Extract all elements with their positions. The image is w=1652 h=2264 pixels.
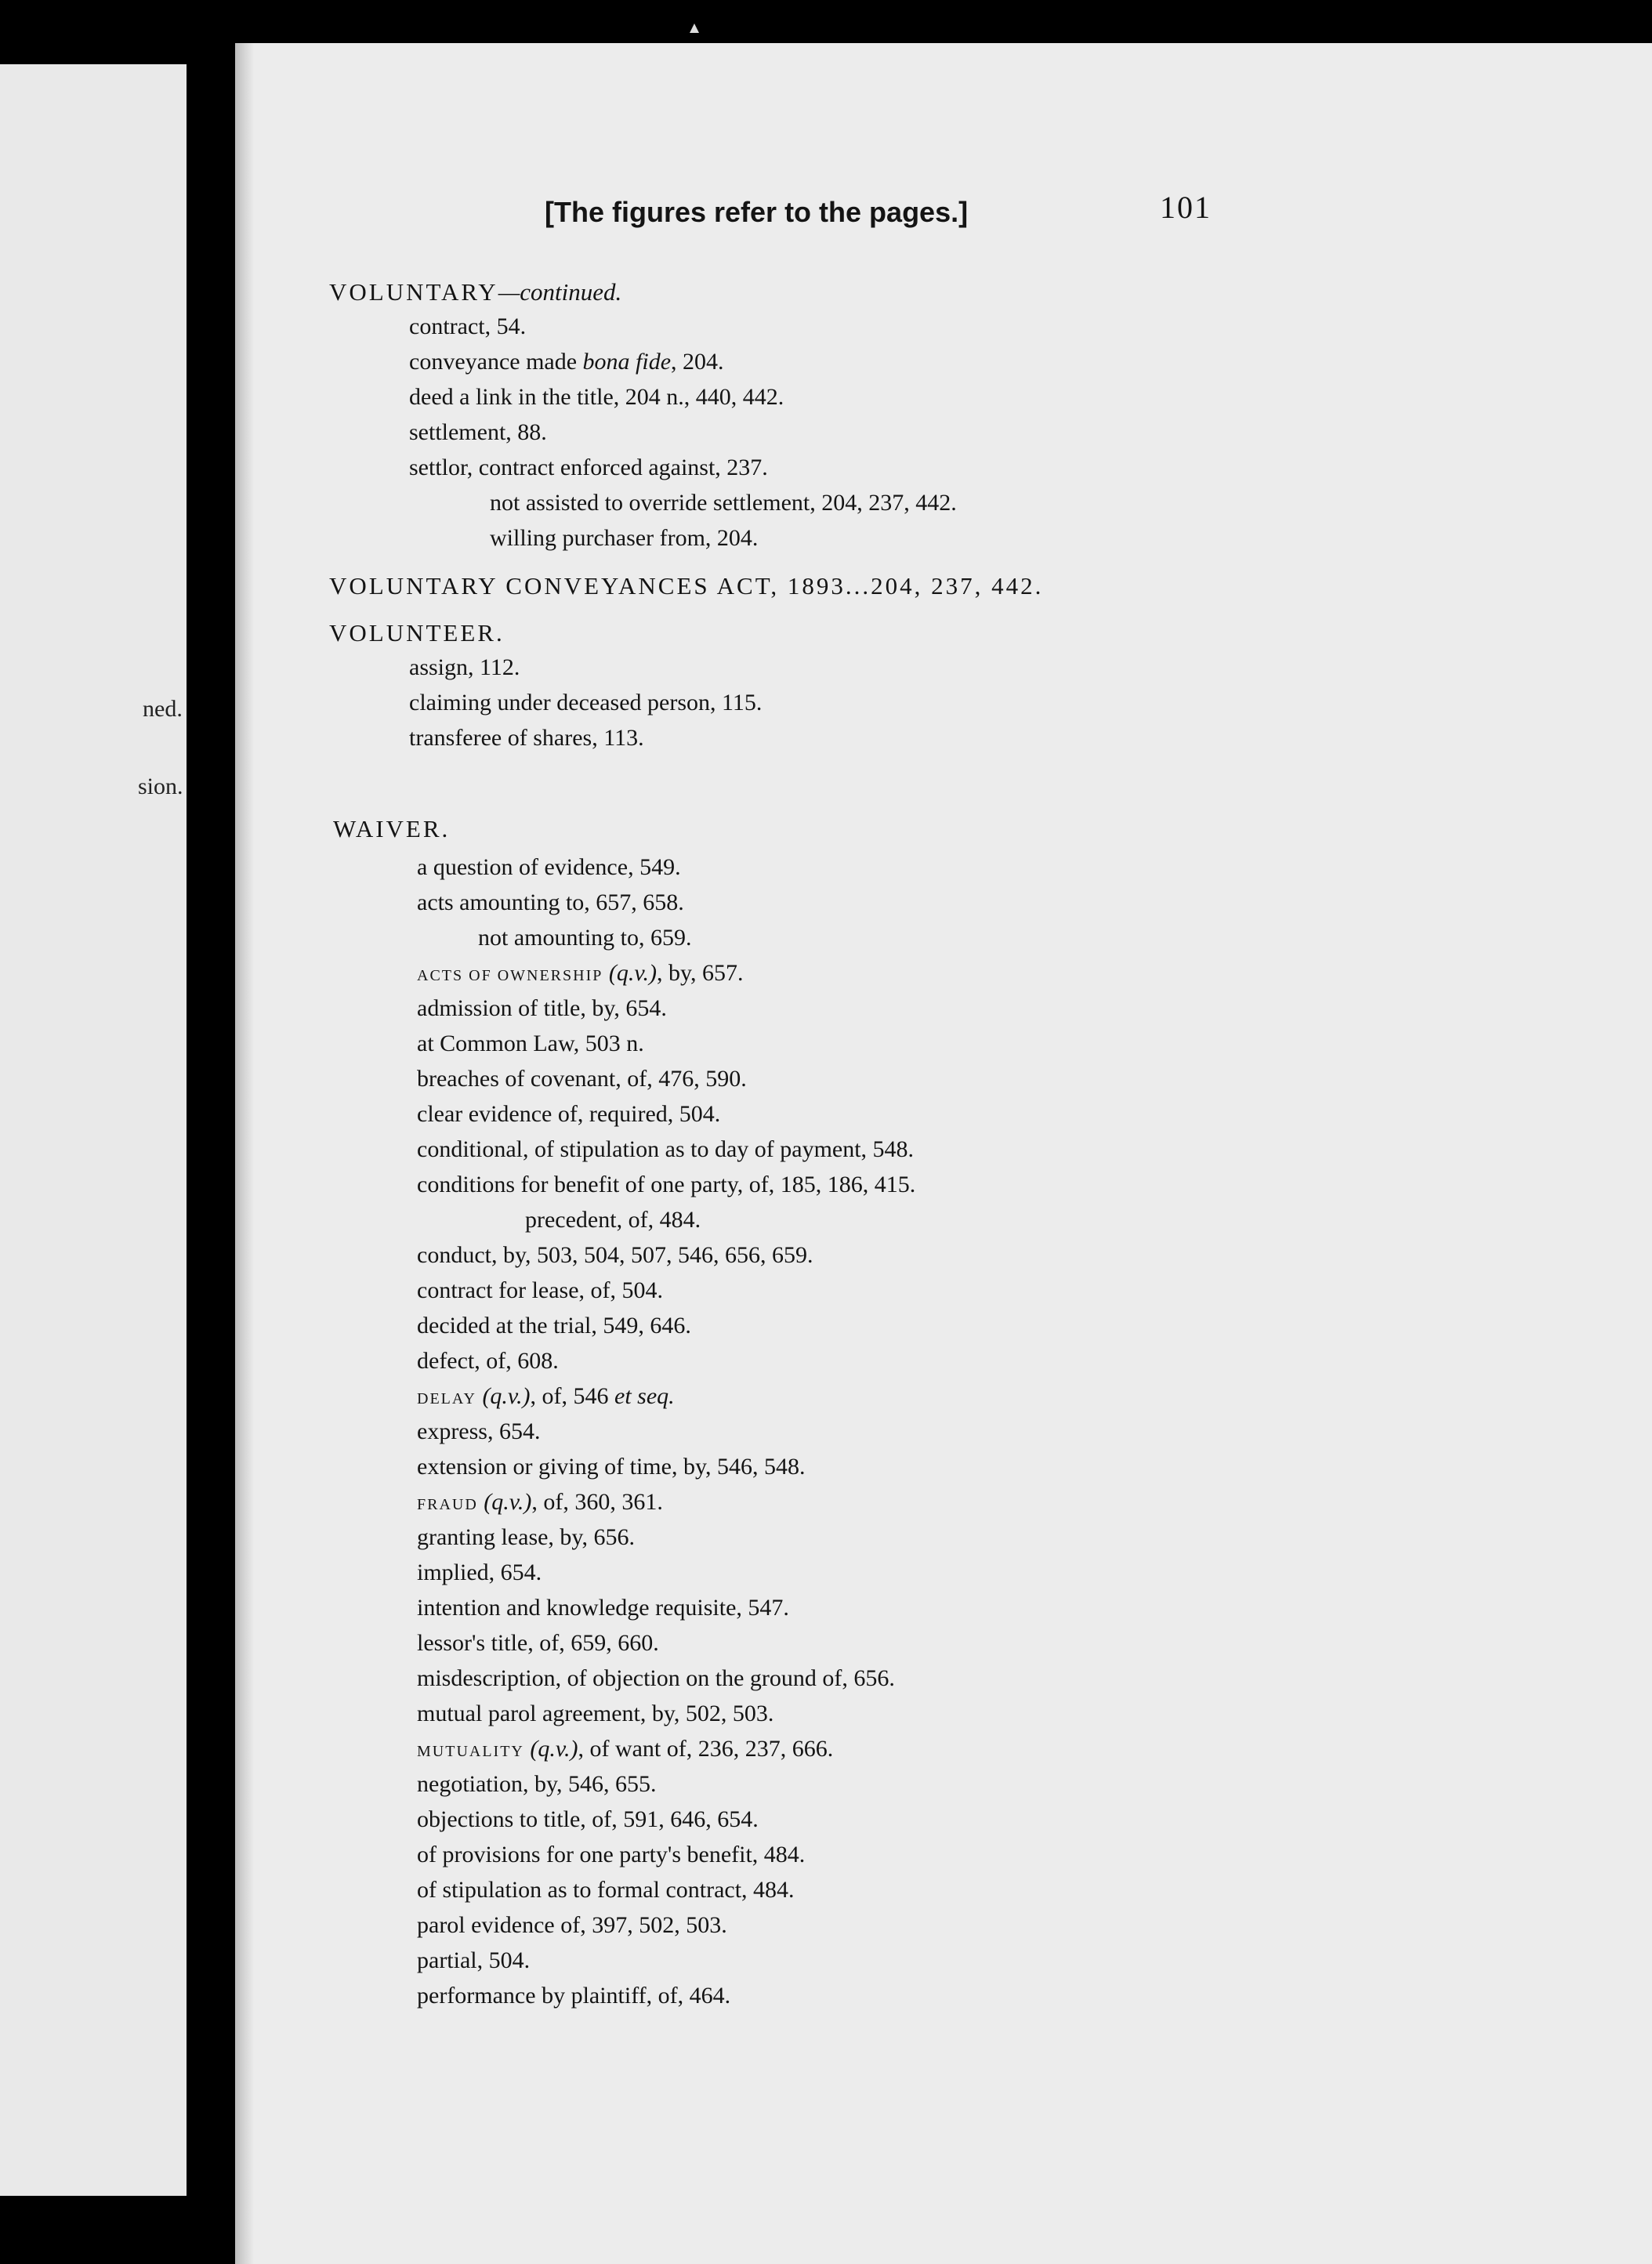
index-entry: of provisions for one party's benefit, 484. [417,1842,806,1867]
index-entry: settlement, 88. [409,419,547,445]
qv-ref: (q.v.) [482,1383,531,1409]
index-subentry: not amounting to, 659. [478,925,692,951]
index-entry: conditions for benefit of one party, of, 185, 186, 415. [417,1172,916,1197]
right-page [235,43,1652,2264]
small-caps-ref: DELAY [417,1390,476,1407]
entry-text: , of, 546 [530,1383,615,1409]
index-entry: settlor, contract enforced against, 237. [409,455,768,480]
index-entry: granting lease, by, 656. [417,1524,635,1550]
index-entry: assign, 112. [409,654,520,680]
index-entry: claiming under deceased person, 115. [409,690,763,715]
index-entry [417,960,744,987]
small-caps-ref: MUTUALITY [417,1743,524,1760]
index-entry: performance by plaintiff, of, 464. [417,1983,731,2009]
index-entry: intention and knowledge requisite, 547. [417,1595,789,1621]
index-entry: acts amounting to, 657, 658. [417,889,684,915]
index-entry: conditional, of stipulation as to day of payment, 548. [417,1136,915,1162]
left-page-fragment: sion. [138,773,183,799]
left-page [0,64,187,2196]
index-subentry: willing purchaser from, 204. [490,525,759,551]
index-entry: express, 654. [417,1418,541,1444]
index-entry: objections to title, of, 591, 646, 654. [417,1806,759,1832]
index-entry: partial, 504. [417,1947,531,1973]
index-entry: misdescription, of objection on the ground of, 656. [417,1665,895,1691]
index-entry: conduct, by, 503, 504, 507, 546, 656, 659. [417,1242,813,1268]
index-entry [417,1489,663,1516]
index-entry: breaches of covenant, of, 476, 590. [417,1066,747,1092]
index-heading-voluntary [329,278,621,306]
index-entry: of stipulation as to formal contract, 484. [417,1877,795,1903]
index-entry: defect, of, 608. [417,1348,559,1374]
et-seq: et seq. [614,1383,675,1409]
heading-text: VOLUNTARY [329,278,498,306]
index-entry [417,1736,833,1762]
small-caps-ref: FRAUD [417,1496,478,1513]
qv-ref: (q.v.) [608,960,657,986]
index-heading-waiver: WAIVER. [333,815,451,842]
index-heading-volunteer: VOLUNTEER. [329,619,505,647]
index-subentry: not assisted to override settlement, 204, 237, 442. [490,490,957,516]
index-entry: at Common Law, 503 n. [417,1031,644,1056]
index-entry [417,1383,675,1410]
index-entry: parol evidence of, 397, 502, 503. [417,1912,727,1938]
index-subentry: precedent, of, 484. [525,1207,701,1233]
entry-text: , of want of, 236, 237, 666. [578,1736,834,1762]
qv-ref: (q.v.) [484,1489,532,1515]
index-entry: mutual parol agreement, by, 502, 503. [417,1701,774,1726]
index-entry: deed a link in the title, 204 n., 440, 442. [409,384,784,410]
index-entry: admission of title, by, 654. [417,995,667,1021]
page-number: 101 [1160,190,1212,225]
entry-text: , by, 657. [656,960,744,986]
index-entry: lessor's title, of, 659, 660. [417,1630,659,1656]
index-entry: negotiation, by, 546, 655. [417,1771,657,1797]
index-entry: clear evidence of, required, 504. [417,1101,721,1127]
index-entry: a question of evidence, 549. [417,854,681,880]
qv-ref: (q.v.) [530,1736,578,1762]
index-heading-voluntary-conveyances-act: VOLUNTARY CONVEYANCES ACT, 1893...204, 237, 442. [329,572,1044,600]
left-page-fragment: ned. [143,696,183,722]
entry-text: , 204. [671,349,724,375]
arrow-mark-icon [690,24,699,33]
continued-text: —continued. [498,278,622,306]
small-caps-ref: ACTS OF OWNERSHIP [417,967,603,984]
index-entry [409,349,724,375]
index-entry: decided at the trial, 549, 646. [417,1313,691,1338]
entry-text: , of, 360, 361. [531,1489,663,1515]
index-entry: extension or giving of time, by, 546, 548. [417,1454,806,1480]
entry-italic: bona fide [582,349,672,375]
index-entry: contract, 54. [409,313,527,339]
index-entry: transferee of shares, 113. [409,725,644,751]
index-entry: implied, 654. [417,1559,542,1585]
entry-text: conveyance made [409,349,583,375]
running-head: [The figures refer to the pages.] [545,196,969,228]
index-entry: contract for lease, of, 504. [417,1277,664,1303]
